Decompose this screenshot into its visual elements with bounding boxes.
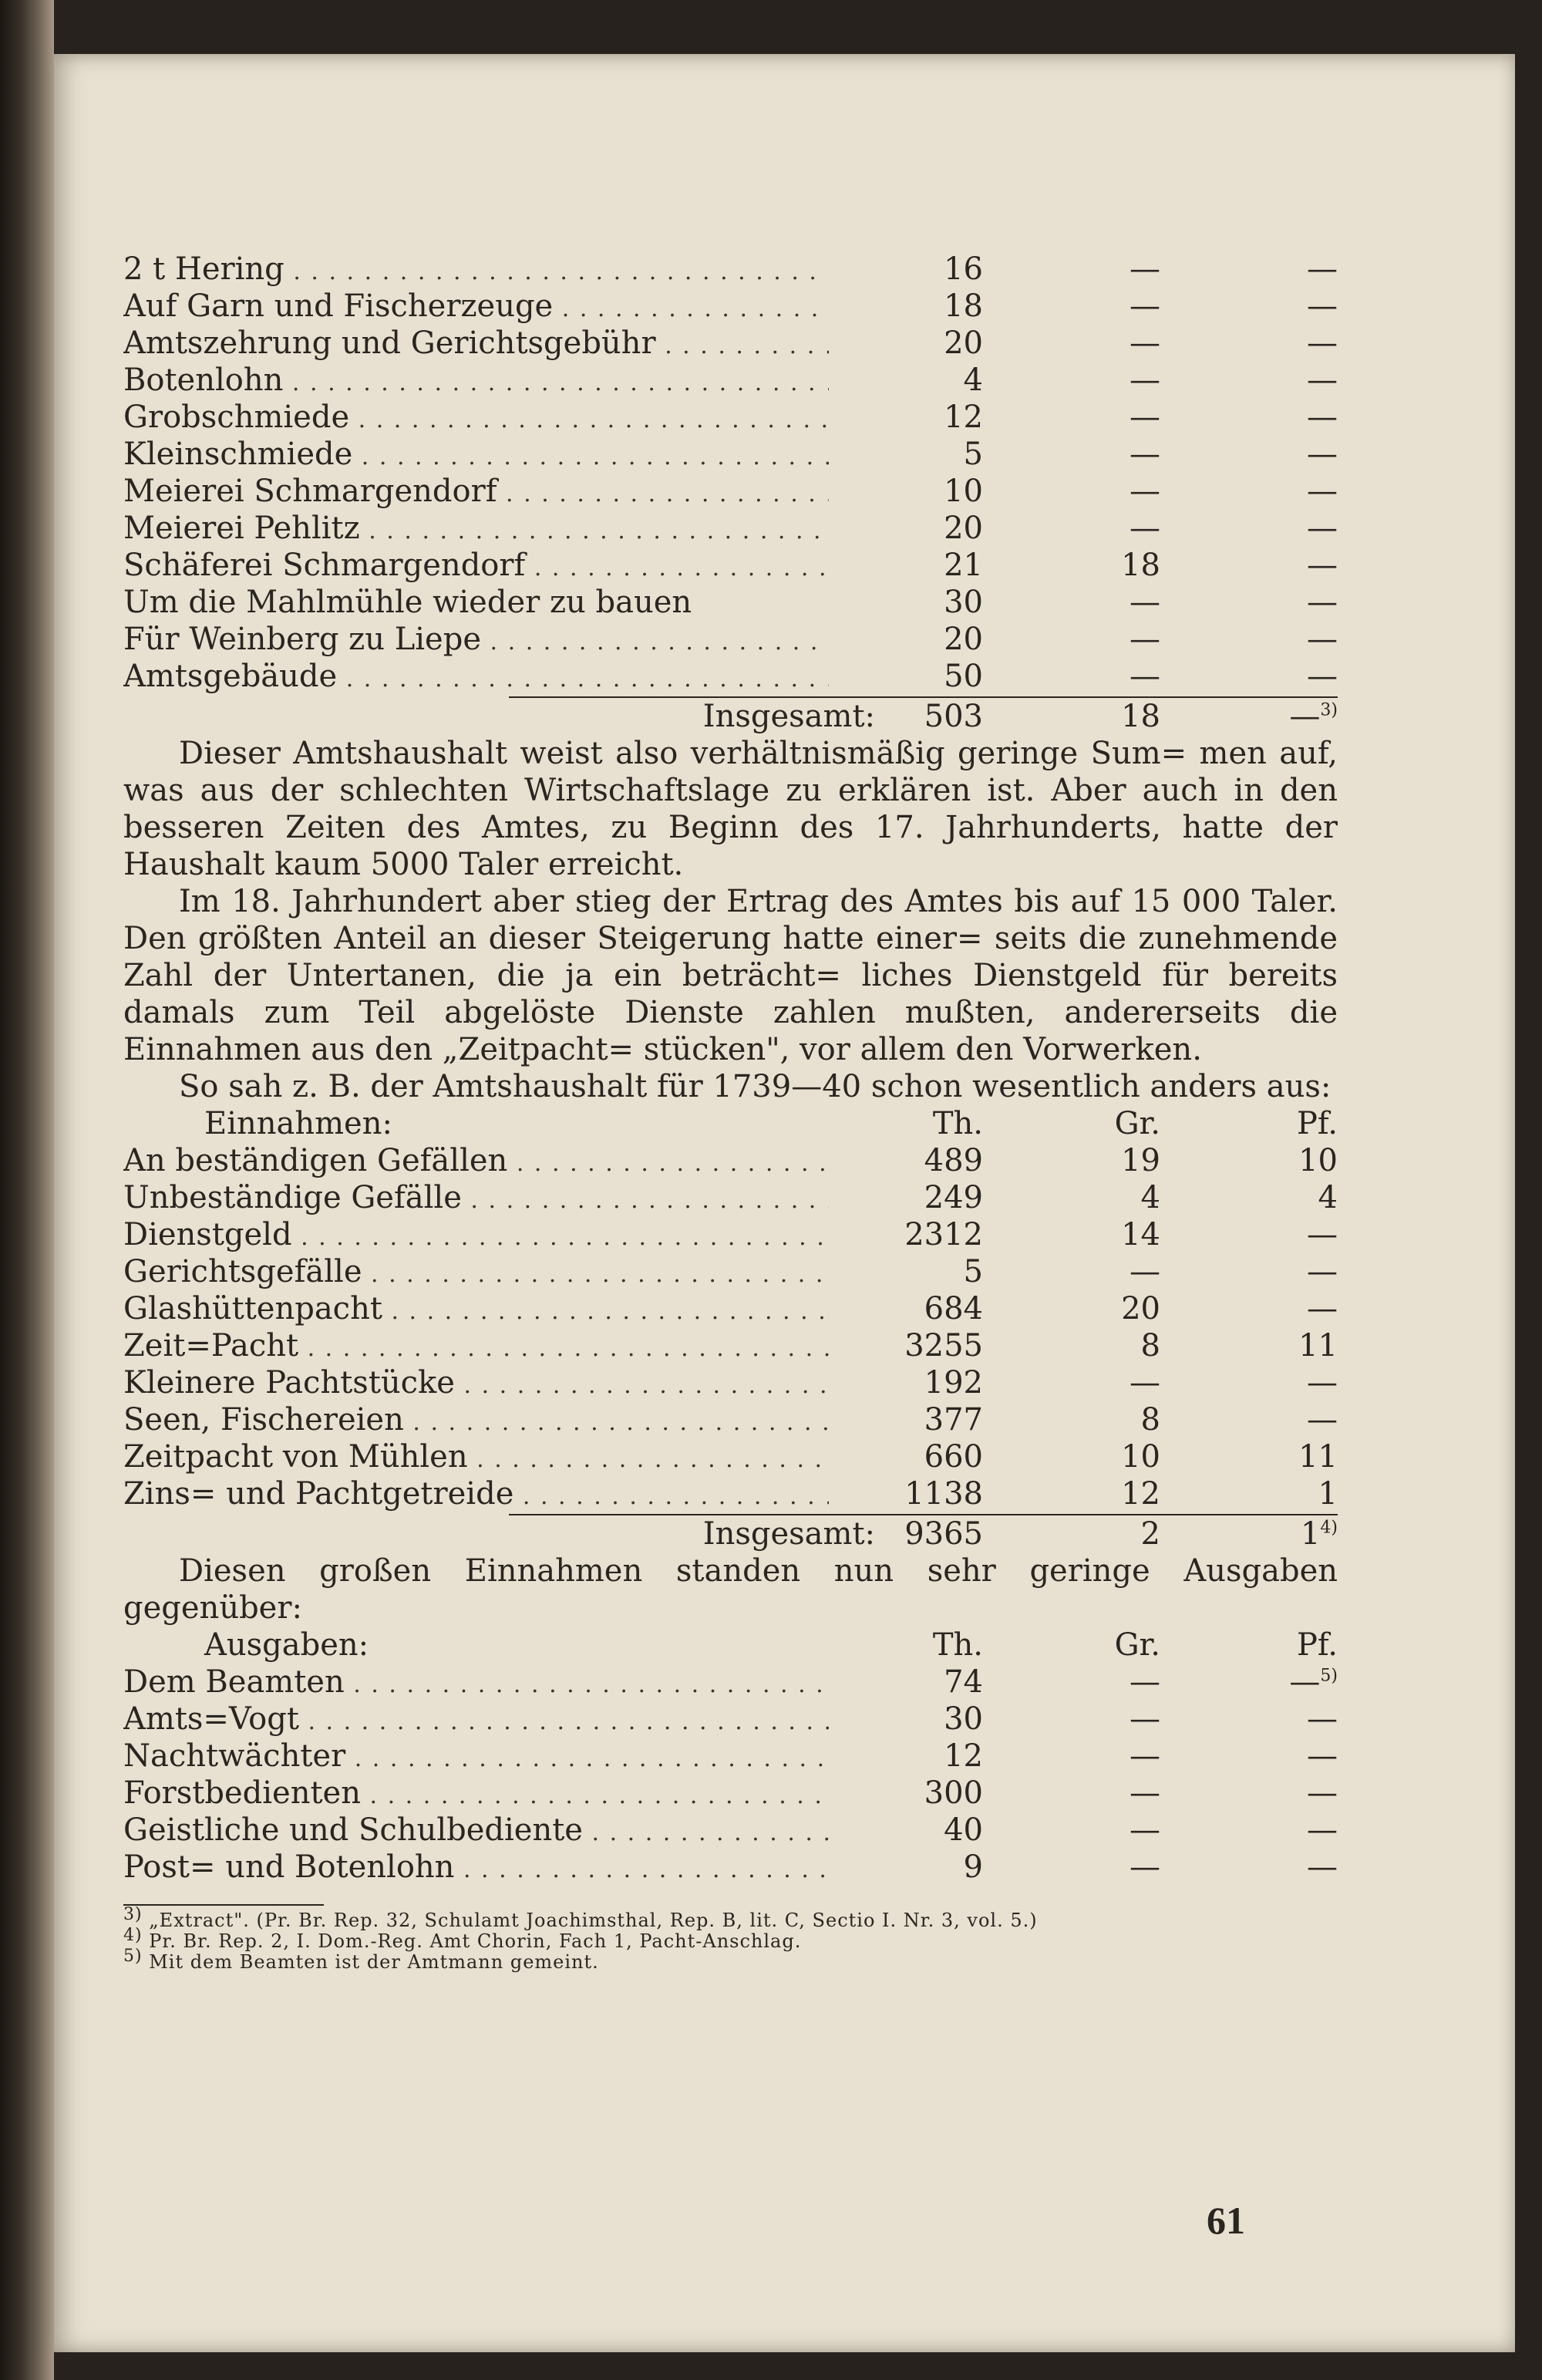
- total-row: [123, 1515, 1338, 1552]
- pfennig-value: —: [1307, 548, 1338, 583]
- table-row: [123, 288, 1338, 325]
- expense-table: [123, 1627, 1338, 1886]
- groschen-value: —: [1130, 1812, 1160, 1848]
- pfennig-value: —: [1307, 474, 1338, 509]
- table-row: [123, 1327, 1338, 1364]
- expense-table-early: [123, 251, 1338, 735]
- total-pfennig: —$^{3)}$: [1289, 699, 1338, 734]
- thaler-value: 40: [944, 1812, 983, 1848]
- pfennig-value: —: [1307, 1775, 1338, 1811]
- row-label: Dienstgeld . . .: [123, 1216, 829, 1256]
- row-label: An beständigen Gefällen . . .: [123, 1142, 829, 1182]
- table-row: [123, 1701, 1338, 1738]
- total-pfennig: 1$^{4)}$: [1300, 1516, 1338, 1552]
- groschen-value: 4: [1140, 1180, 1160, 1215]
- pfennig-value: —: [1307, 1701, 1338, 1737]
- table-row: [123, 251, 1338, 288]
- row-label: Auf Garn und Fischerzeuge . . .: [123, 288, 829, 328]
- footnote-mark: 4): [123, 1926, 143, 1945]
- thaler-value: 660: [924, 1439, 983, 1475]
- row-label: Glashüttenpacht . . .: [123, 1290, 829, 1330]
- pfennig-value: —: [1307, 511, 1338, 546]
- thaler-value: 4: [963, 362, 983, 398]
- thaler-value: 30: [944, 1701, 983, 1737]
- row-label: Amts=Vogt . . .: [123, 1701, 829, 1741]
- footnote-ref: 4): [1320, 1518, 1338, 1538]
- table-row: [123, 362, 1338, 399]
- pfennig-value: —: [1307, 1365, 1338, 1401]
- footnotes: [123, 1904, 1338, 1973]
- pfennig-value: —: [1307, 659, 1338, 694]
- row-label: Nachtwächter . . .: [123, 1738, 829, 1778]
- thaler-value: 20: [944, 325, 983, 361]
- pfennig-value: —: [1307, 437, 1338, 472]
- pfennig-value: —: [1307, 585, 1338, 620]
- table-row: [123, 1142, 1338, 1179]
- thaler-value: 192: [924, 1365, 983, 1401]
- thaler-value: 12: [944, 399, 983, 435]
- row-label: Zeit=Pacht . . .: [123, 1327, 829, 1367]
- total-label: Insgesamt:: [702, 1516, 875, 1552]
- thaler-value: 50: [944, 659, 983, 694]
- row-label: Schäferei Schmargendorf . . .: [123, 547, 829, 587]
- table-row: [123, 1179, 1338, 1216]
- groschen-value: —: [1130, 585, 1160, 620]
- groschen-value: —: [1130, 511, 1160, 546]
- table-row: [123, 1216, 1338, 1253]
- total-thaler: 9365: [904, 1516, 983, 1552]
- groschen-value: —: [1130, 1254, 1160, 1289]
- groschen-value: —: [1130, 1664, 1160, 1700]
- thaler-value: 12: [944, 1738, 983, 1774]
- groschen-value: —: [1130, 1775, 1160, 1811]
- thaler-value: 20: [944, 622, 983, 657]
- page-number: 61: [1207, 2199, 1245, 2242]
- thaler-value: 16: [944, 251, 983, 287]
- pfennig-value: —: [1307, 1849, 1338, 1885]
- groschen-value: 10: [1121, 1439, 1160, 1475]
- pfennig-value: —: [1307, 288, 1338, 324]
- groschen-value: 8: [1140, 1402, 1160, 1438]
- pfennig-value: —: [1307, 325, 1338, 361]
- pfennig-value: —: [1307, 251, 1338, 287]
- groschen-value: —: [1130, 1738, 1160, 1774]
- pfennig-value: —: [1307, 362, 1338, 398]
- paragraph: Dieser Amtshaushalt weist also verhältnismäßig geringe Sum= men auf, was aus der schlechten Wirtschaftslage zu erklären ist. Aber auch in den besseren Zeiten des Amtes, zu Beginn des 17. Jahrhunderts, hatte der Haushalt kaum 5000 Taler erreicht.: [123, 736, 1338, 882]
- table-row: [123, 1290, 1338, 1327]
- footnote-text: Mit dem Beamten ist der Amtmann gemeint.: [149, 1951, 599, 1973]
- header-thaler: Th.: [932, 1627, 983, 1663]
- table-row: [123, 399, 1338, 436]
- pfennig-value: —: [1307, 1217, 1338, 1252]
- total-groschen: 2: [1140, 1516, 1160, 1552]
- paragraph: Im 18. Jahrhundert aber stieg der Ertrag des Amtes bis auf 15 000 Taler. Den größten Anteil an dieser Steigerung hatte einer= seits die zunehmende Zahl der Untertanen, die ja ein beträcht= liches Dienstgeld für bereits damals zum Teil abgelöste Dienste zahlen mußten, andererseits die Einnahmen aus den „Zeitpacht= stücken", vor allem den Vorwerken.: [123, 884, 1338, 1067]
- groschen-value: —: [1130, 1701, 1160, 1737]
- thaler-value: 20: [944, 511, 983, 546]
- footnote: [123, 1905, 1338, 1931]
- table-row: [123, 1775, 1338, 1812]
- thaler-value: 684: [924, 1291, 983, 1327]
- row-label: Dem Beamten . . .: [123, 1664, 829, 1704]
- book-page: [54, 54, 1515, 2352]
- thaler-value: 5: [963, 1254, 983, 1289]
- row-label: Zeitpacht von Mühlen . . .: [123, 1438, 829, 1478]
- thaler-value: 3255: [904, 1328, 983, 1364]
- groschen-value: 20: [1121, 1291, 1160, 1327]
- thaler-value: 2312: [904, 1217, 983, 1252]
- row-label: Geistliche und Schulbediente . . .: [123, 1812, 829, 1852]
- table-header: [123, 1105, 1338, 1142]
- row-label: Zins= und Pachtgetreide . . .: [123, 1475, 829, 1515]
- table-row: [123, 1401, 1338, 1438]
- footnote: [123, 1947, 1338, 1973]
- groschen-value: —: [1130, 1849, 1160, 1885]
- groschen-value: 18: [1121, 548, 1160, 583]
- pfennig-value: 11: [1298, 1439, 1338, 1475]
- thaler-value: 10: [944, 474, 983, 509]
- row-label: Um die Mahlmühle wieder zu bauen: [123, 585, 692, 620]
- thaler-value: 1138: [904, 1476, 983, 1512]
- row-label: Kleinere Pachtstücke . . .: [123, 1364, 829, 1404]
- pfennig-value: —: [1307, 1738, 1338, 1774]
- header-pfennig: Pf.: [1296, 1106, 1338, 1141]
- footnote-mark: 5): [123, 1947, 143, 1966]
- row-label: Grobschmiede . . .: [123, 399, 829, 439]
- row-label: Kleinschmiede . . .: [123, 436, 829, 476]
- table-row: [123, 1364, 1338, 1401]
- row-label: Unbeständige Gefälle . . .: [123, 1179, 829, 1219]
- header-groschen: Gr.: [1114, 1106, 1160, 1141]
- thaler-value: 30: [944, 585, 983, 620]
- thaler-value: 9: [963, 1849, 983, 1885]
- table-row: [123, 1664, 1338, 1701]
- thaler-value: 18: [944, 288, 983, 324]
- total-groschen: 18: [1121, 699, 1160, 734]
- groschen-value: 8: [1140, 1328, 1160, 1364]
- groschen-value: 19: [1121, 1143, 1160, 1178]
- pfennig-value: —$^{5)}$: [1289, 1664, 1338, 1700]
- row-label: Post= und Botenlohn . . .: [123, 1849, 829, 1889]
- income-table: [123, 1105, 1338, 1552]
- row-label: Für Weinberg zu Liepe . . .: [123, 621, 829, 661]
- table-row: [123, 1475, 1338, 1512]
- header-label: Einnahmen:: [204, 1106, 392, 1141]
- groschen-value: —: [1130, 659, 1160, 694]
- pfennig-value: 10: [1298, 1143, 1338, 1178]
- table-row: [123, 473, 1338, 510]
- thaler-value: 489: [924, 1143, 983, 1178]
- groschen-value: —: [1130, 362, 1160, 398]
- row-label: Amtsgebäude . . .: [123, 658, 829, 698]
- footnote-mark: 3): [123, 1905, 143, 1924]
- table-row: [123, 1253, 1338, 1290]
- table-row: [123, 510, 1338, 547]
- footnote-ref: 3): [1320, 700, 1338, 720]
- thaler-value: 21: [944, 548, 983, 583]
- row-label: Meierei Schmargendorf . . .: [123, 473, 829, 513]
- table-row: [123, 325, 1338, 362]
- table-row: [123, 436, 1338, 473]
- thaler-value: 5: [963, 437, 983, 472]
- groschen-value: —: [1130, 474, 1160, 509]
- header-groschen: Gr.: [1114, 1627, 1160, 1663]
- pfennig-value: —: [1307, 1254, 1338, 1289]
- table-row: [123, 547, 1338, 584]
- page-content: [123, 251, 1338, 1973]
- total-label: Insgesamt:: [702, 699, 875, 734]
- thaler-value: 74: [944, 1664, 983, 1700]
- row-label: 2 t Hering . . .: [123, 251, 829, 291]
- groschen-value: —: [1130, 399, 1160, 435]
- groschen-value: 12: [1121, 1476, 1160, 1512]
- table-row: [123, 621, 1338, 658]
- pfennig-value: 1: [1318, 1476, 1338, 1512]
- header-thaler: Th.: [932, 1106, 983, 1141]
- footnote-ref: 5): [1320, 1666, 1338, 1686]
- pfennig-value: —: [1307, 1812, 1338, 1848]
- total-thaler: 503: [924, 699, 983, 734]
- pfennig-value: 11: [1298, 1328, 1338, 1364]
- groschen-value: —: [1130, 251, 1160, 287]
- table-header: [123, 1627, 1338, 1664]
- table-row: [123, 1812, 1338, 1849]
- pfennig-value: —: [1307, 1291, 1338, 1327]
- row-label: Seen, Fischereien . . .: [123, 1401, 829, 1441]
- row-label: Amtszehrung und Gerichtsgebühr . . .: [123, 325, 829, 365]
- footnote: [123, 1926, 1338, 1952]
- thaler-value: 300: [924, 1775, 983, 1811]
- book-spine-shadow: [0, 0, 54, 2380]
- footnote-text: Pr. Br. Rep. 2, I. Dom.-Reg. Amt Chorin, Fach 1, Pacht-Anschlag.: [149, 1930, 802, 1952]
- thaler-value: 377: [924, 1402, 983, 1438]
- row-label: Forstbedienten . . .: [123, 1775, 829, 1815]
- table-row: [123, 1738, 1338, 1775]
- groschen-value: —: [1130, 622, 1160, 657]
- groschen-value: —: [1130, 1365, 1160, 1401]
- pfennig-value: —: [1307, 399, 1338, 435]
- total-row: [123, 698, 1338, 735]
- groschen-value: —: [1130, 437, 1160, 472]
- groschen-value: —: [1130, 288, 1160, 324]
- pfennig-value: 4: [1318, 1180, 1338, 1215]
- pfennig-value: —: [1307, 1402, 1338, 1438]
- pfennig-value: —: [1307, 622, 1338, 657]
- footnote-text: „Extract". (Pr. Br. Rep. 32, Schulamt Joachimsthal, Rep. B, lit. C, Sectio I. Nr. 3, vol. 5.): [149, 1910, 1038, 1931]
- paragraph: So sah z. B. der Amtshaushalt für 1739—40 schon wesentlich anders aus:: [179, 1069, 1332, 1104]
- footnote-rule: [123, 1904, 324, 1906]
- header-pfennig: Pf.: [1296, 1627, 1338, 1663]
- row-label: Botenlohn . . .: [123, 362, 829, 402]
- thaler-value: 249: [924, 1180, 983, 1215]
- paragraph: Diesen großen Einnahmen standen nun sehr geringe Ausgaben gegenüber:: [123, 1553, 1338, 1626]
- table-row: [123, 1438, 1338, 1475]
- row-label: Gerichtsgefälle . . .: [123, 1253, 829, 1293]
- table-row: [123, 584, 1338, 621]
- table-row: [123, 1849, 1338, 1886]
- table-row: [123, 658, 1338, 695]
- row-label: Meierei Pehlitz . . .: [123, 510, 829, 550]
- groschen-value: 14: [1121, 1217, 1160, 1252]
- header-label: Ausgaben:: [204, 1627, 369, 1663]
- groschen-value: —: [1130, 325, 1160, 361]
